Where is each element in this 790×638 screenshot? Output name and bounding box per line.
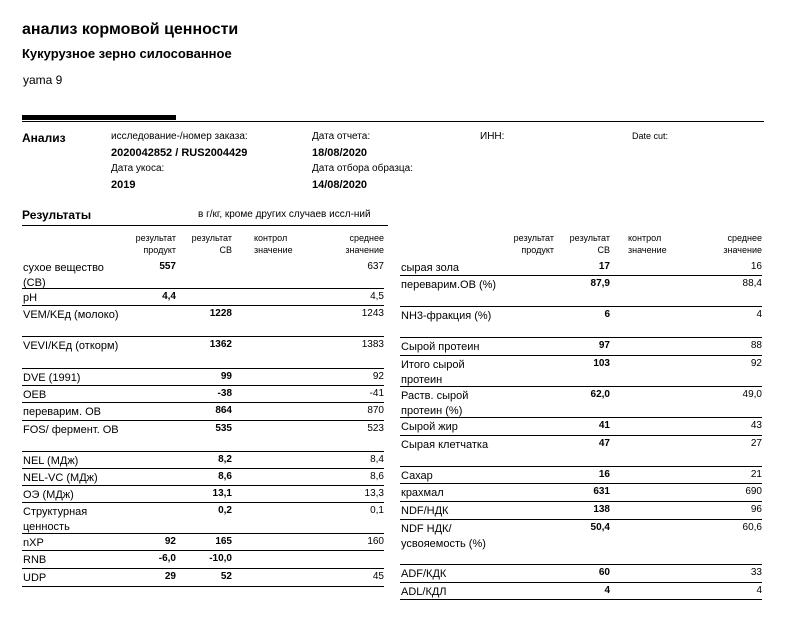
row-label: ОЭ (МДж) [23,489,74,501]
dm-value: 0,2 [218,505,232,516]
table-row [400,484,762,502]
table-row [22,289,384,306]
dm-value: 47 [598,438,610,449]
row-label: DVE (1991) [23,372,81,384]
row-label: Сырая клетчатка [401,439,489,451]
table-row [400,583,762,600]
table-row [22,551,384,569]
average-value: 870 [367,405,384,416]
average-value: 92 [372,371,384,382]
average-value: 4 [756,585,762,596]
col-header-control: контрол значение [628,233,667,255]
table-row [22,469,384,486]
average-value: 16 [750,261,762,272]
sample-name: yama 9 [23,73,63,87]
table-row [22,403,384,421]
sample-date-label: Дата отбора образца: [312,163,413,174]
col-header-dm: результат СВ [569,233,610,255]
average-value: 96 [750,504,762,515]
report-date-value: 18/08/2020 [312,147,368,159]
row-label: переварим. ОВ [23,406,101,418]
row-label: крахмал [401,487,444,499]
dm-value: 138 [593,504,610,515]
dm-value: 1228 [209,308,232,319]
average-value: 8,4 [370,454,384,465]
dm-value: 4 [604,585,610,596]
row-label: Сахар [401,470,433,482]
row-label: UDP [23,572,47,584]
order-value: 2020042852 / RUS2004429 [111,147,248,159]
average-value: 637 [367,261,384,272]
average-value: 88,4 [742,278,762,289]
row-label: pH [23,292,38,304]
table-row [22,452,384,469]
average-value: 49,0 [742,389,762,400]
datecut-label: Date cut: [632,131,669,141]
table-row [22,337,384,369]
dm-value: 8,6 [218,471,232,482]
table-row [400,467,762,484]
row-label: Структурная ценность [23,506,88,533]
average-value: 88 [750,340,762,351]
row-label: RNB [23,554,47,566]
dm-value: 60 [598,567,610,578]
dm-value: 52 [220,571,232,582]
table-row [400,338,762,356]
dm-value: 535 [215,423,232,434]
average-value: 92 [750,358,762,369]
results-label: Результаты [22,208,92,222]
dm-value: -38 [217,388,232,399]
average-value: 43 [750,420,762,431]
dm-value: 6 [604,309,610,320]
dm-value: 50,4 [590,522,610,533]
row-label: NH3-фракция (%) [401,310,492,322]
dm-value: 99 [220,371,232,382]
average-value: 4 [756,309,762,320]
row-label: nXP [23,537,44,549]
average-value: 8,6 [370,471,384,482]
table-row [22,486,384,503]
average-value: 45 [372,571,384,582]
dm-value: 41 [598,420,610,431]
row-label: ADF/КДК [401,568,447,580]
product-value: 4,4 [162,291,176,302]
row-label: NDF/НДК [401,505,449,517]
harvest-value: 2019 [111,179,136,191]
table-row [400,307,762,338]
dm-value: 1362 [209,339,232,350]
table-row [22,503,384,534]
average-value: 60,6 [742,522,762,533]
average-value: 160 [367,536,384,547]
row-label: Раств. сырой протеин (%) [401,390,469,417]
table-row [22,386,384,403]
average-value: 21 [750,469,762,480]
row-label: ADL/КДЛ [401,586,447,598]
report-date-label: Дата отчета: [312,131,371,142]
product-value: 557 [159,261,176,272]
table-row [22,421,384,452]
product-value: -6,0 [158,553,176,564]
units-note: в г/кг, кроме других случаев иссл-ний [198,209,371,220]
row-label: OEB [23,389,47,401]
average-value: 33 [750,567,762,578]
row-label: переварим.ОВ (%) [401,279,497,291]
table-row [400,436,762,467]
row-label: FOS/ фермент. ОВ [23,424,119,436]
average-value: 27 [750,438,762,449]
row-label: NDF НДК/усвояемость (%) [401,523,486,550]
row-label: Сырой протеин [401,341,480,353]
table-row [400,520,762,565]
product-value: 92 [164,536,176,547]
row-label: сырая зола [401,262,459,274]
section-bar [22,115,176,120]
average-value: 1383 [361,339,384,350]
col-header-product: результат продукт [513,233,554,255]
dm-value: 864 [215,405,232,416]
table-row [22,534,384,551]
average-value: 1243 [361,308,384,319]
dm-value: 8,2 [218,454,232,465]
average-value: 13,3 [364,488,384,499]
average-value: -41 [369,388,384,399]
average-value: 0,1 [370,505,384,516]
table-row [400,387,762,418]
harvest-label: Дата укоса: [111,163,165,174]
average-value: 690 [745,486,762,497]
order-label: исследование-/номер заказа: [111,131,248,142]
row-label: NEL-VC (МДж) [23,472,98,484]
table-row [400,565,762,583]
row-label: NEL (МДж) [23,455,79,467]
dm-value: -10,0 [209,553,232,564]
table-row [22,569,384,587]
divider [22,121,764,122]
table-row [400,418,762,436]
col-header-dm: результат СВ [191,233,232,255]
dm-value: 17 [598,261,610,272]
dm-value: 165 [215,536,232,547]
average-value: 4,5 [370,291,384,302]
dm-value: 87,9 [590,278,610,289]
table-row [400,356,762,387]
table-row [22,259,384,289]
col-header-average: среднее значение [723,233,762,255]
table-row [22,306,384,337]
dm-value: 13,1 [212,488,232,499]
dm-value: 631 [593,486,610,497]
col-header-product: результат продукт [135,233,176,255]
feed-name: Кукурузное зерно силосованное [22,46,232,61]
table-row [400,276,762,307]
table-row [400,502,762,520]
row-label: сухое вещество (СВ) [23,262,104,289]
dm-value: 97 [598,340,610,351]
inn-label: ИНН: [480,131,505,142]
row-label: VEM/KEд (молоко) [23,309,119,321]
dm-value: 16 [598,469,610,480]
product-value: 29 [164,571,176,582]
results-divider [22,225,388,226]
report-title: анализ кормовой ценности [22,21,239,38]
table-row [400,259,762,276]
sample-date-value: 14/08/2020 [312,179,368,191]
table-row [22,369,384,386]
col-header-control: контрол значение [254,233,293,255]
col-header-average: среднее значение [345,233,384,255]
average-value: 523 [367,423,384,434]
analysis-label: Анализ [22,131,66,145]
row-label: VEVI/KEд (откорм) [23,340,119,352]
dm-value: 103 [593,358,610,369]
row-label: Сырой жир [401,421,458,433]
row-label: Итого сырой протеин [401,359,465,386]
dm-value: 62,0 [590,389,610,400]
